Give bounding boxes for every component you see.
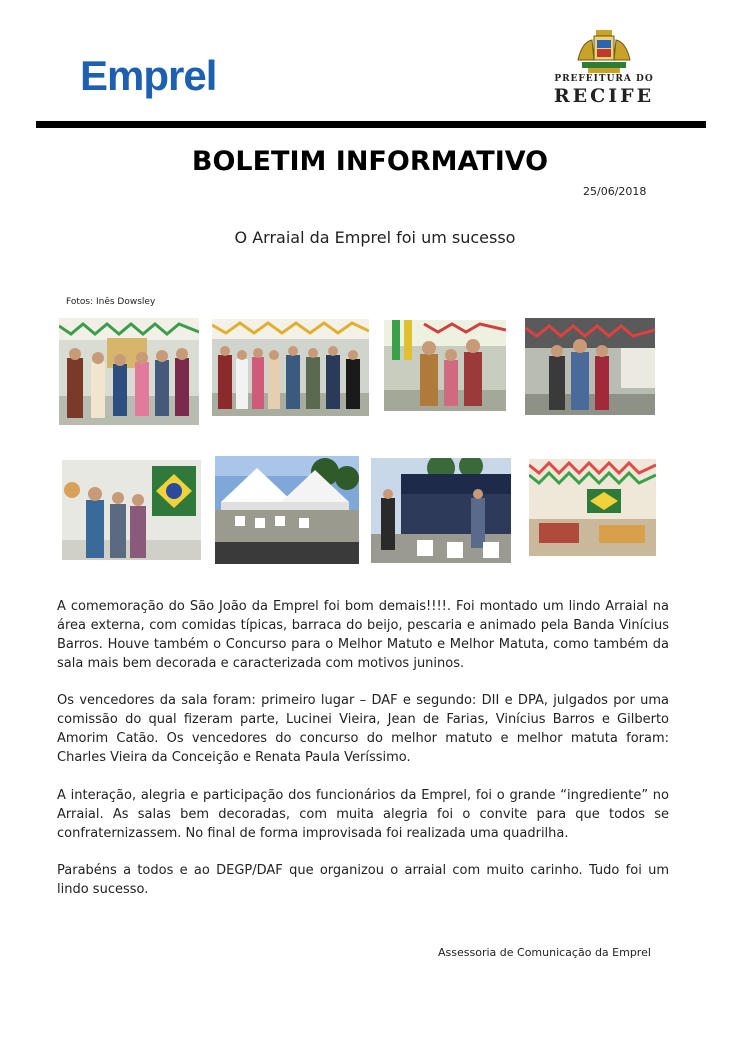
recife-coat-of-arms-icon xyxy=(574,30,634,74)
header-divider xyxy=(36,121,706,128)
photo-group-4 xyxy=(525,318,655,415)
photo-group-3 xyxy=(384,320,506,411)
paragraph-4: Parabéns a todos e ao DEGP/DAF que organizou o arraial com muito carinho. Tudo foi um lindo sucesso. xyxy=(57,863,669,897)
photo-stand xyxy=(371,458,511,563)
paragraph-1: A comemoração do São João da Emprel foi bom demais!!!!. Foi montado um lindo Arraial na área externa, com comidas típicas, barraca do beijo, pescaria e animado pela Banda Vinícius Barros. Houve também o Concurso para o Melhor Matuto e Melhor Matuta, como também da sala mais bem decorada e caracterizada com motivos juninos. xyxy=(57,599,669,671)
article-subtitle: O Arraial da Emprel foi um sucesso xyxy=(234,228,516,247)
publication-date: 25/06/2018 xyxy=(583,185,647,198)
page-title: BOLETIM INFORMATIVO xyxy=(191,146,549,177)
photo-room-winners xyxy=(62,460,201,560)
photo-credit: Fotos: Inês Dowsley xyxy=(66,297,156,307)
recife-label: RECIFE xyxy=(553,85,655,107)
photo-decorated-room xyxy=(529,459,656,556)
photo-tents xyxy=(215,456,359,564)
photo-group-2 xyxy=(212,319,369,416)
prefeitura-label: PREFEITURA DO xyxy=(554,74,654,84)
signature: Assessoria de Comunicação da Emprel xyxy=(438,946,651,959)
paragraph-3: A interação, alegria e participação dos funcionários da Emprel, foi o grande “ingrediente” no Arraial. As salas bem decoradas, com muita alegria foi o convite para que todos se confraternizassem. No final de forma improvisada foi realizada uma quadrilha. xyxy=(57,788,669,841)
paragraph-2: Os vencedores da sala foram: primeiro lugar – DAF e segundo: DII e DPA, julgados por uma comissão do qual fizeram parte, Lucinei Vieira, Jean de Farias, Vinícius Barros e Gilberto Amorim Catão. Os vencedores do concurso do melhor matuto e melhor matuta foram: Charles Vieira da Conceição e Renata Paula Veríssimo. xyxy=(57,693,669,765)
photo-group-1 xyxy=(59,318,199,425)
emprel-logo: Emprel xyxy=(80,52,217,99)
